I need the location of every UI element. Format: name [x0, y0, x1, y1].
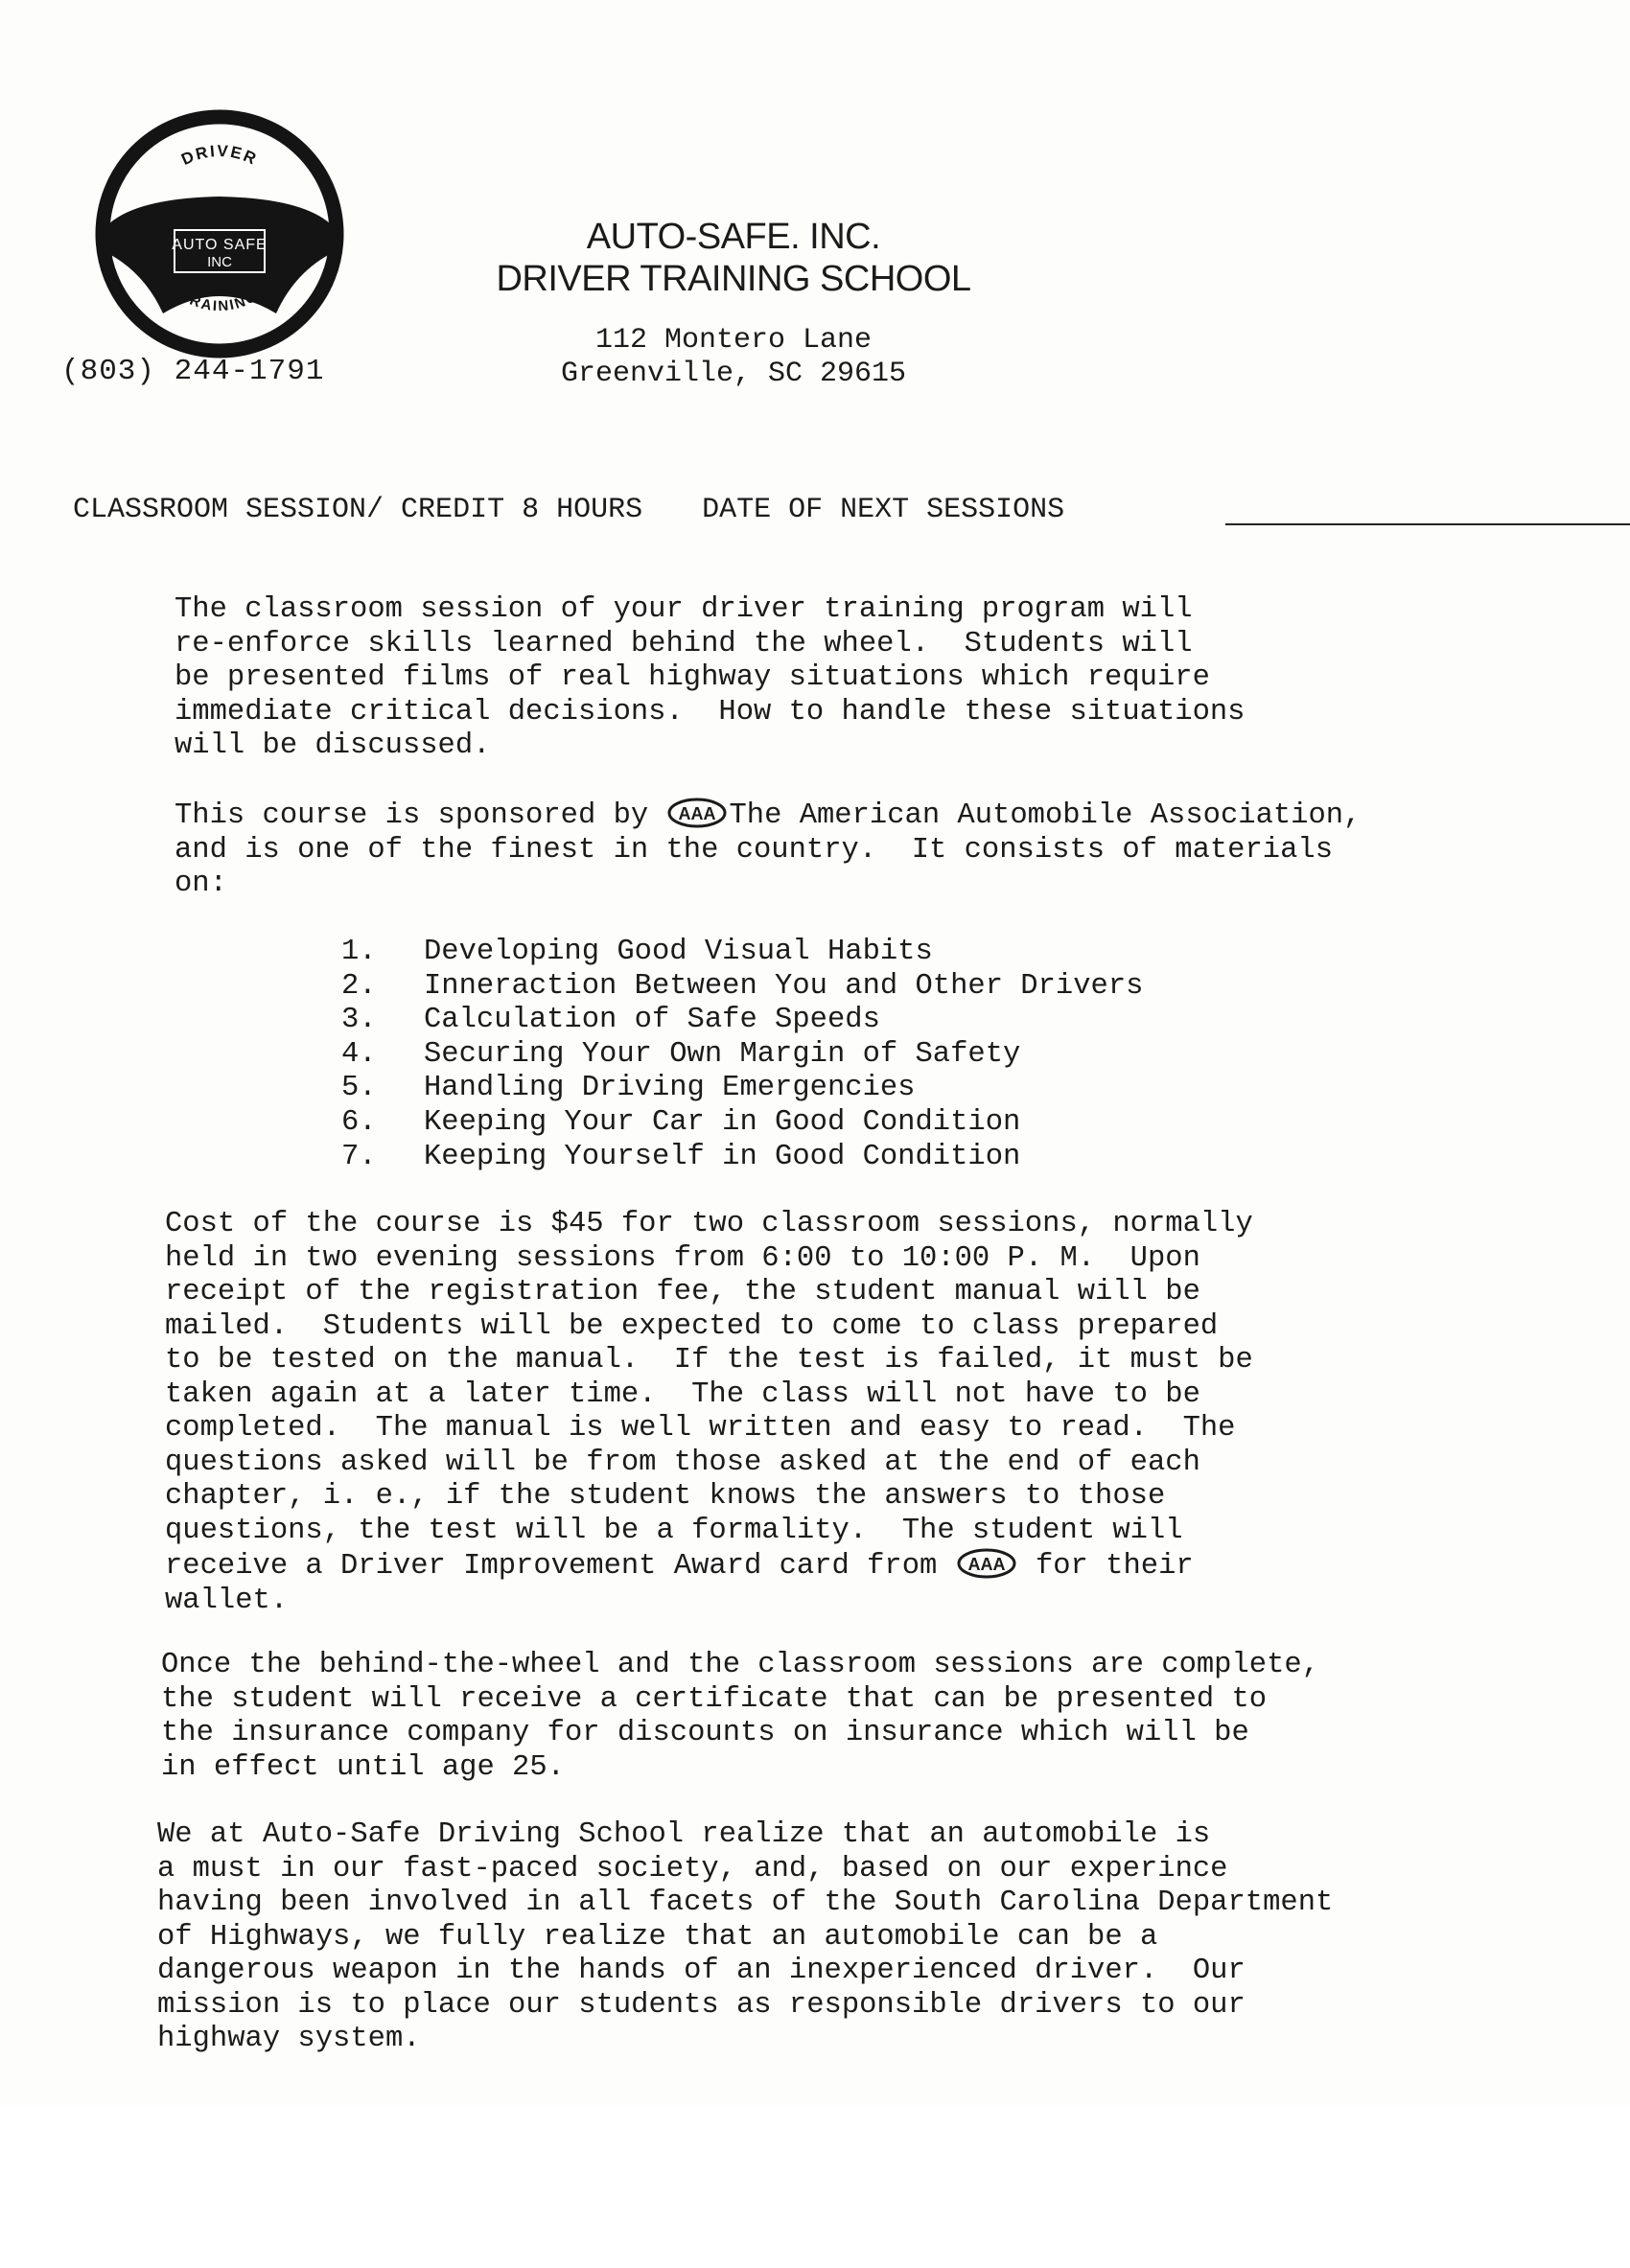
steering-wheel-logo — [94, 108, 345, 359]
certificate-paragraph: Once the behind-the-wheel and the classroom sessions are complete, the student will receive a certificate that can be presented to the insurance company for discounts on insurance which will be in effect until age 25. — [161, 1649, 1319, 1784]
school-name: DRIVER TRAINING SCHOOL — [496, 259, 971, 299]
aaa-logo-icon — [957, 1548, 1016, 1579]
cost-text-after: for their wallet. — [165, 1550, 1194, 1617]
next-session-label: DATE OF NEXT SESSIONS — [702, 494, 1065, 526]
svg-text:AAA: AAA — [678, 804, 716, 823]
sponsor-text-before: This course is sponsored by — [175, 799, 666, 832]
svg-text:DRIVER — [178, 142, 260, 169]
logo-center-line1: AUTO SAFE — [172, 237, 268, 253]
list-item: 4. Securing Your Own Margin of Safety — [341, 1037, 1021, 1071]
intro-paragraph: The classroom session of your driver training program will re-enforce skills learned behind the wheel. Students will be presented films of real highway situations which require immediate critical decisions. How to handle these situations will be discussed. — [175, 593, 1246, 762]
aaa-logo-icon — [667, 798, 727, 828]
session-line — [73, 494, 1064, 526]
svg-text:AAA: AAA — [967, 1555, 1006, 1574]
sponsor-text-after: The American Automobile Association, and is one of the finest in the country. It consists of materials on: — [175, 799, 1362, 900]
company-name: AUTO-SAFE. INC. — [586, 217, 881, 257]
list-item: 7. Keeping Yourself in Good Condition — [341, 1140, 1021, 1173]
page-bottom-margin — [0, 2105, 1630, 2268]
cost-text-before: Cost of the course is $45 for two classroom sessions, normally held in two evening sessions from 6:00 to 10:00 P. M. Upon receipt of the registration fee, the student manual will be mailed. Students will be expected to come to class prepared to be tested on the manual. If the test is failed, it must be taken again at a later time. The class will not have to be completed. The manual is well written and easy to read. The questions asked will be from those asked at the end of each chapter, i. e., if the student knows the answers to those questions, the test will be a formality. The student will receive a Driver Improvement Award card from — [165, 1208, 1253, 1583]
logo-top-text: DRIVER — [178, 141, 261, 170]
phone-number: (803) 244-1791 — [61, 355, 325, 388]
list-item: 5. Handling Driving Emergencies — [341, 1072, 916, 1105]
session-credit: CLASSROOM SESSION/ CREDIT 8 HOURS — [73, 494, 643, 526]
cost-paragraph — [165, 1208, 1253, 1618]
next-session-blank — [1225, 523, 1630, 525]
address-street: 112 Montero Lane — [594, 324, 873, 357]
logo-center-line2: INC — [207, 254, 232, 270]
list-item: 6. Keeping Your Car in Good Condition — [341, 1105, 1021, 1139]
mission-paragraph: We at Auto-Safe Driving School realize that an automobile is a must in our fast-paced society, and, based on our experince having been involved in all facets of the South Carolina Department of Highways, we fully realize that an automobile can be a dangerous weapon in the hands of an inexperienced driver. Our mission is to place our students as responsible drivers to our highway system. — [157, 1818, 1334, 2055]
list-item: 3. Calculation of Safe Speeds — [341, 1004, 880, 1037]
list-item: 1. Developing Good Visual Habits — [341, 936, 933, 968]
materials-list — [341, 936, 1143, 1174]
sponsor-paragraph — [175, 798, 1361, 902]
address-city: Greenville, SC 29615 — [560, 358, 907, 390]
list-item: 2. Inneraction Between You and Other Drivers — [341, 969, 1144, 1003]
logo-bottom-text: TRAINING — [177, 287, 262, 315]
